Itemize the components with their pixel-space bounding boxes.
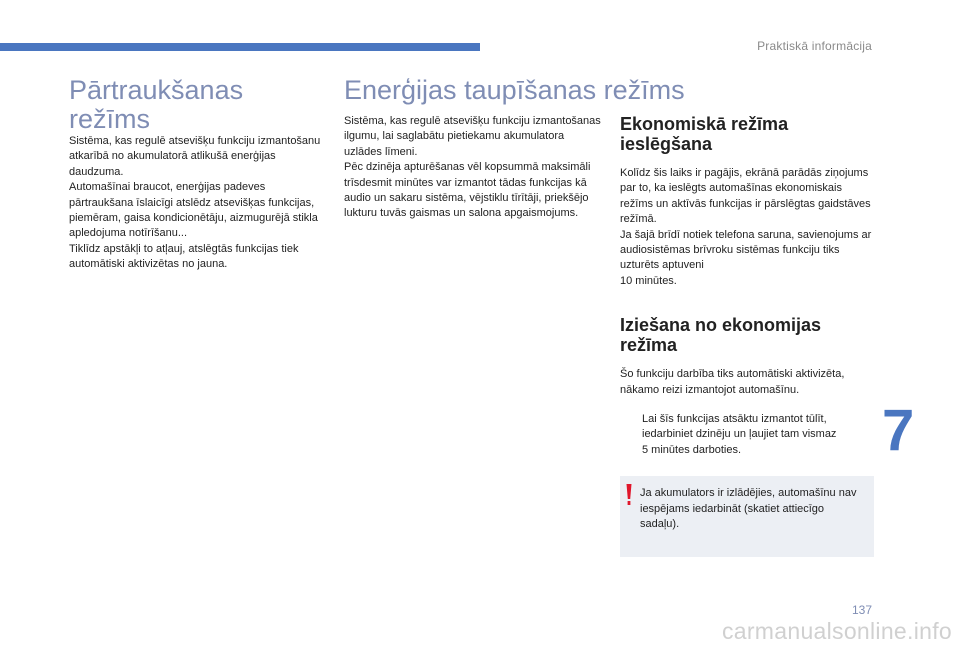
section1-body: Kolīdz šis laiks ir pagājis, ekrānā parādās ziņojums par to, ka ieslēgts automašīnas ekonomiskais režīms un aktīvās funkcijas ir pārslēgtas gaidstāves režīmā. Ja šajā brīdī notiek telefona saruna, savienojums ar audiosistēmas brīvroku sistēmas funkciju tiks uzturēts aptuveni 10 minūtes. [620,167,872,287]
main-intro-column [344,114,604,222]
main-title: Enerģijas taupīšanas režīms [344,75,685,105]
left-body: Sistēma, kas regulē atsevišķu funkciju izmantošanu atkarībā no akumulatorā atlikušā enerģijas daudzuma. Automašīnai braucot, enerģijas padeves pārtraukšana īslaicīgi atslēdz atsevišķas funkcijas, piemēram, gaisa kondicionētāju, aizmugurējā stikla apledojuma notīrīšanu... Tiklīdz apstākļi to atļauj, atslēgtās funkcijas tiek automātiski aktivizētas no jauna. [69,135,321,271]
main-sections-column [620,114,874,557]
section2 [620,315,874,458]
watermark: carmanualsonline.info [721,618,952,644]
top-accent-bar [0,43,480,51]
section1-title: Ekonomiskā režīma ieslēgšana [620,114,789,154]
section2-title: Iziešana no ekonomijas režīma [620,315,822,356]
section-header: Praktiskā informācija [757,39,872,53]
left-column [69,76,331,273]
page-number: 137 [851,603,872,617]
main-column [344,75,874,531]
bullet-text: Lai šīs funkcijas atsāktu izmantot tūlīt, iedarbiniet dzinēju un ļaujiet tam vismaz 5 minūtes darboties. [642,413,837,456]
note-text: Ja akumulators ir izlādējies, automašīnu nav iespējams iedarbināt (skatiet attiecīgo sadaļu). [640,487,857,531]
section2-body: Šo funkciju darbība tiks automātiski aktivizēta, nākamo reizi izmantojot automašīnu. [620,368,845,396]
warning-exclamation-icon [626,484,632,506]
chapter-number: 7 [882,398,915,463]
section2-bullet [620,412,874,458]
left-title: Pārtraukšanas režīms [69,75,244,134]
main-intro: Sistēma, kas regulē atsevišķu funkciju izmantošanas ilgumu, lai saglabātu pietiekamu akumulatora uzlādes līmeni. Pēc dzinēja apturēšanas vēl kopsummā maksimāli trīsdesmit minūtes var izmantot tādas funkcijas kā audio un sakaru sistēma, vējstiklu tīrītāji, priekšējo lukturu tuvās gaismas un salona apgaismojums. [344,115,601,220]
bullet-icon [620,412,642,458]
warning-note [620,476,874,556]
